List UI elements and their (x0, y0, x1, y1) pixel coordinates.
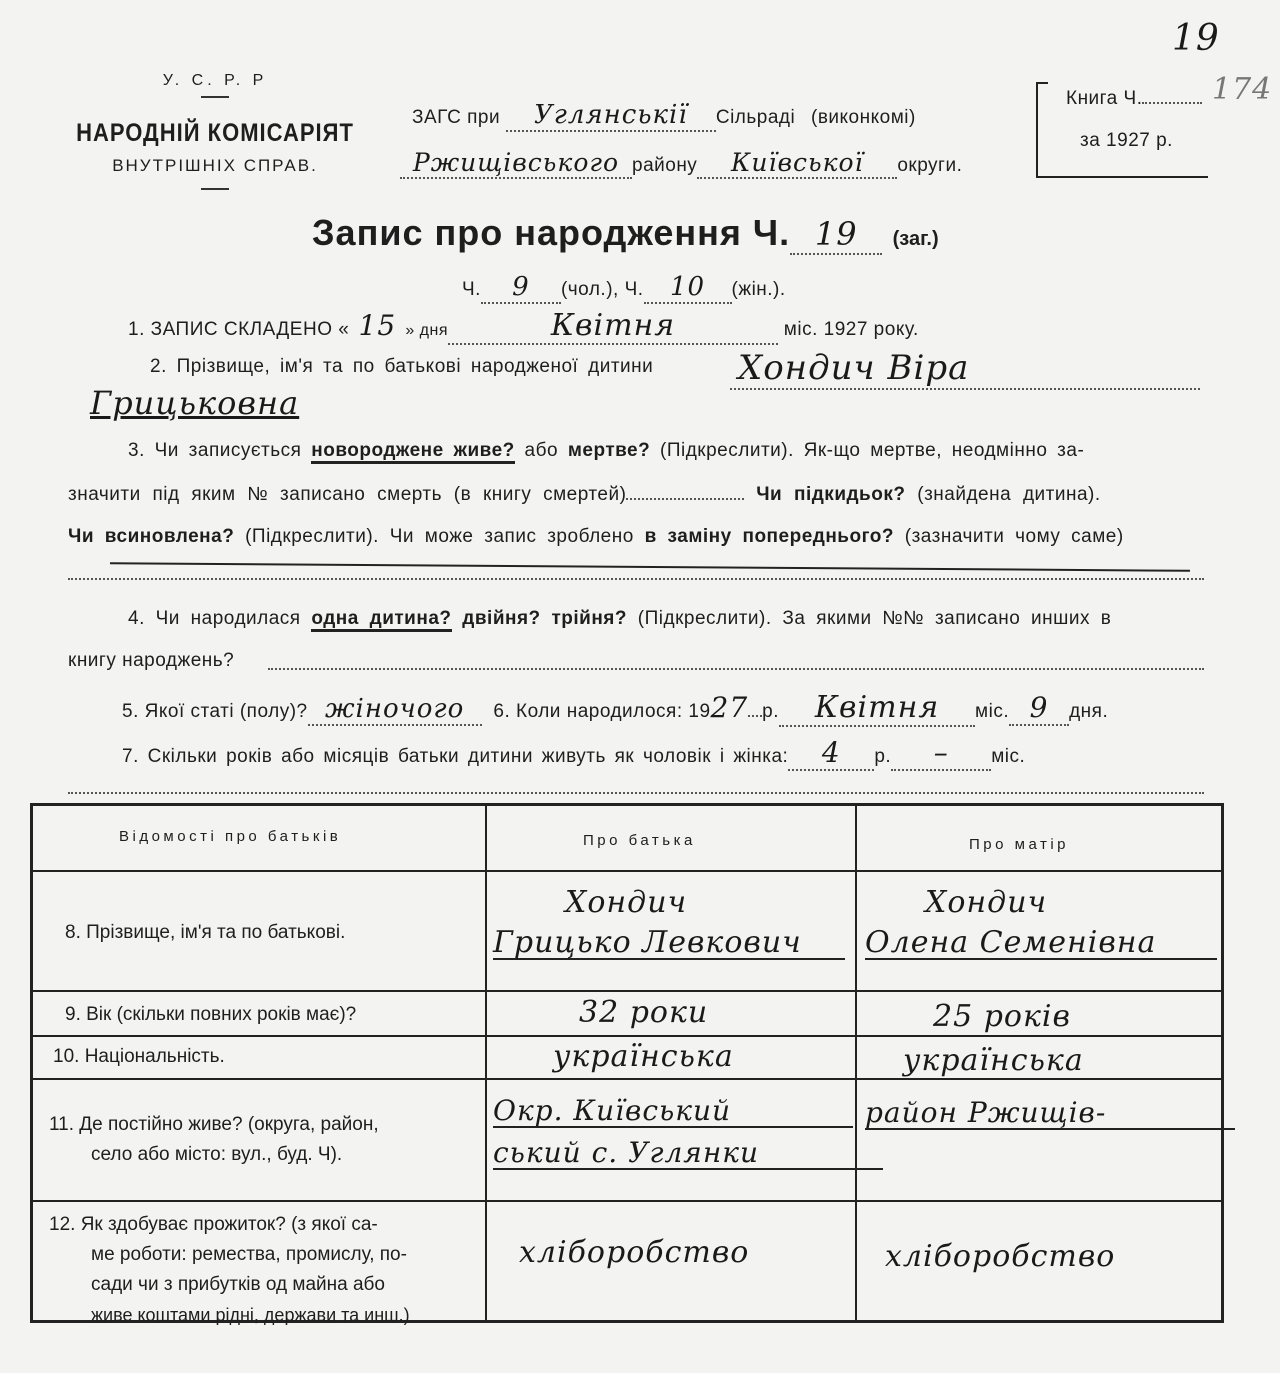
father-age: 32 роки (579, 995, 709, 1030)
child-patronymic: Грицьковна (90, 384, 300, 422)
q3-line-1: 3. Чи записується новороджене живе? або мертве? (Підкреслити). Як-що мертве, неодмінно за- (128, 440, 1084, 462)
parents-table (30, 803, 1224, 1323)
mother-residence: район Ржищів- (865, 1098, 1235, 1130)
row9-label: 9. Вік (скільки повних років має)? (65, 1004, 357, 1025)
years-married: 4 (788, 736, 874, 771)
village-value: Углянськії (506, 100, 716, 132)
twins-option: двійня? (462, 608, 541, 629)
gender-numbers: Ч. 9 (чол.), Ч. 10 (жін.). (462, 272, 786, 302)
department-label: ВНУТРІШНІХ СПРАВ. (112, 156, 318, 175)
book-number-dots (1142, 102, 1202, 104)
father-nationality: українська (553, 1039, 734, 1074)
q3-line-2: значити під яким № записано смерть (в книгу смертей) Чи підкидьок? (знайдена дитина). (68, 484, 1101, 505)
father-residence-1: Окр. Київський (493, 1096, 853, 1128)
table-row-divider (33, 990, 1221, 992)
triplets-option: трійня? (551, 608, 627, 629)
year-dots (748, 715, 762, 717)
male-number: 9 (481, 272, 561, 304)
box-edge (1038, 82, 1048, 84)
header-father: Про батька (583, 832, 696, 849)
alive-option: новороджене живе? (311, 440, 515, 464)
q3-blank-line (68, 578, 1204, 580)
q7-blank-line (68, 792, 1204, 794)
mother-occupation: хліборобство (885, 1239, 1116, 1274)
child-sex: жіночого (308, 694, 482, 726)
q3-line-3: Чи всиновлена? (Підкреслити). Чи може запис зроблено в заміну попереднього? (зазначити чому саме) (68, 526, 1124, 547)
row12-label-1: 12. Як здобуває прожиток? (з якої са- (49, 1214, 378, 1235)
record-day: 15 (358, 309, 397, 342)
registry-line-1: ЗАГС при Углянськії Сільраді (виконкомі) (412, 100, 916, 130)
q5-q6-line: 5. Якої статі (полу)? жіночого 6. Коли народилося: 1927 р. Квітня міс. 9 дня. (122, 690, 1109, 725)
row11-label-1: 11. Де постійно живе? (округа, район, (49, 1114, 379, 1135)
table-row-divider (33, 870, 1221, 872)
header-mother: Про матір (969, 836, 1070, 853)
book-number-line: Книга Ч. (1066, 88, 1202, 110)
table-row-divider (33, 1035, 1221, 1037)
republic-label: У. С. Р. Р (162, 72, 268, 89)
row10-label: 10. Національність. (53, 1046, 225, 1067)
record-title: Запис про народження Ч. 19 (заг.) (312, 212, 939, 253)
mother-nationality: українська (903, 1043, 1084, 1078)
foundling-option: Чи підкидьок? (756, 484, 906, 505)
divider (201, 96, 229, 98)
divider (201, 188, 229, 190)
row11-label-2: село або місто: вул., буд. Ч). (91, 1144, 343, 1165)
q4-line-1: 4. Чи народилася одна дитина? двійня? трійня? (Підкреслити). За якими №№ записано инших в (128, 608, 1111, 630)
row8-label: 8. Прізвище, ім'я та по батькові. (65, 922, 346, 943)
mother-name: Олена Семенівна (865, 928, 1217, 960)
registry-line-2: Ржищівського району Київської округи. (400, 148, 962, 179)
book-number-value: 174 (1212, 72, 1273, 107)
death-number-dots (626, 498, 744, 500)
replacement-option: в заміну попереднього? (644, 526, 894, 547)
page-number: 19 (1172, 18, 1220, 59)
row12-label-4: живе коштами рідні, держави та инш.) (91, 1305, 410, 1325)
adopted-option: Чи всиновлена? (68, 526, 235, 547)
record-month: Квітня (448, 308, 778, 345)
q4-line-2: книгу народжень? (68, 650, 235, 671)
box-edge (1038, 176, 1208, 178)
birth-year: 27 (710, 691, 749, 724)
book-year: за 1927 р. (1080, 130, 1173, 151)
table-col-divider (855, 806, 857, 1320)
commissariat-label: НАРОДНІЙ КОМІСАРІЯТ (76, 118, 354, 147)
table-row-divider (33, 1078, 1221, 1080)
row12-label-2: ме роботи: ремества, промислу, по- (91, 1244, 407, 1265)
record-number: 19 (790, 215, 882, 255)
dead-option: мертве? (567, 440, 651, 461)
row12-label-3: сади чи з прибутків од майна або (91, 1274, 385, 1295)
issuer-header (70, 72, 360, 190)
district-value: Ржищівського (400, 148, 632, 179)
table-col-divider (485, 806, 487, 1320)
father-residence-2: ський с. Углянки (493, 1138, 883, 1170)
mother-surname: Хондич (925, 885, 1048, 920)
q3-strike-line (110, 562, 1190, 572)
single-option: одна дитина? (311, 608, 451, 632)
father-surname: Хондич (565, 885, 688, 920)
father-occupation: хліборобство (519, 1235, 750, 1270)
q4-blank-line (268, 668, 1204, 670)
q7-line: 7. Скільки років або місяців батьки дитини живуть як чоловік і жінка: 4 р. – міс. (122, 736, 1026, 769)
months-married: – (891, 736, 991, 771)
birth-day: 9 (1009, 691, 1069, 726)
okrug-value: Київської (697, 148, 897, 179)
female-number: 10 (644, 272, 732, 304)
q1-record-date: 1. ЗАПИС СКЛАДЕНО « 15 » дня Квітня міс. 1927 року. (128, 308, 919, 343)
child-name: Хондич Віра (730, 348, 1200, 390)
mother-age: 25 років (933, 999, 1071, 1034)
birth-month: Квітня (779, 690, 975, 727)
header-info: Відомості про батьків (119, 828, 342, 845)
father-name: Грицько Левкович (493, 928, 845, 960)
q2-child-name-label: 2. Прізвище, ім'я та по батькові народженої дитини (150, 356, 654, 377)
table-row-divider (33, 1200, 1221, 1202)
